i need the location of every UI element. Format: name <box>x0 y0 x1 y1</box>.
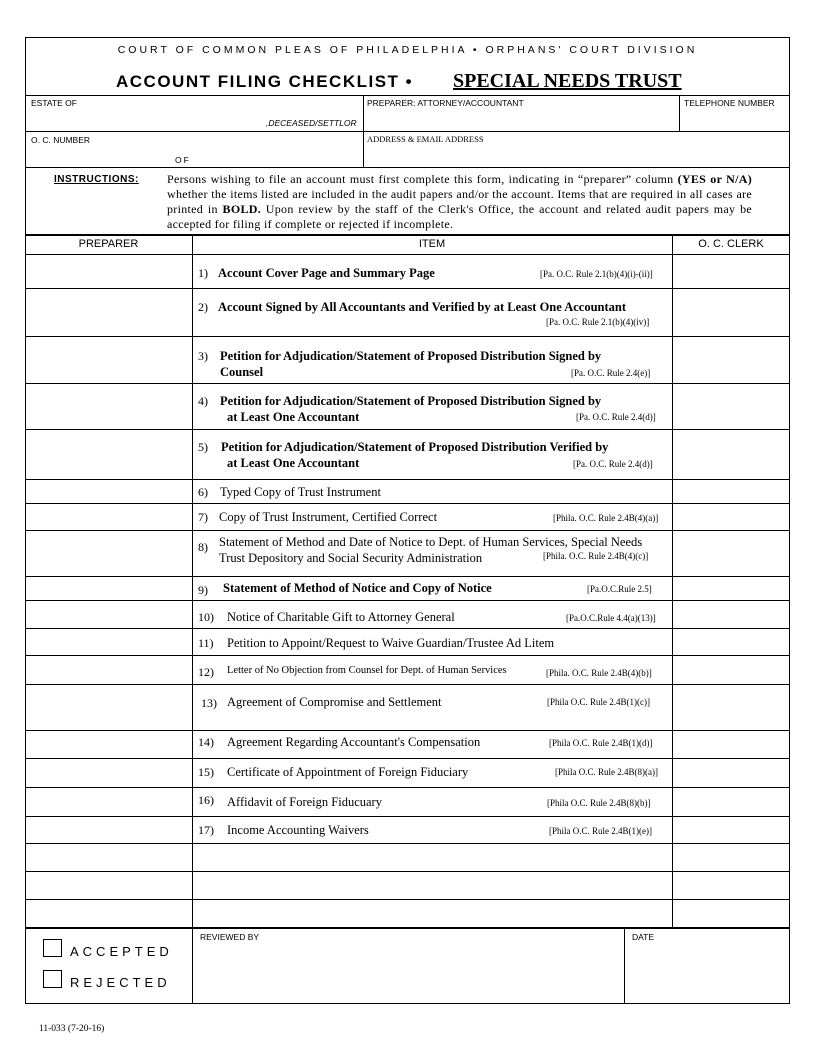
row-divider <box>25 628 790 629</box>
row-divider <box>25 576 790 577</box>
divider <box>25 95 790 96</box>
reviewed-by-field[interactable] <box>198 945 618 1000</box>
preparer-cell[interactable] <box>27 760 190 786</box>
divider <box>192 234 193 928</box>
preparer-cell[interactable] <box>27 845 190 870</box>
preparer-cell[interactable] <box>27 873 190 898</box>
rule-citation: [Pa. O.C. Rule 2.1(b)(4)(iv)] <box>546 317 650 327</box>
item-label: Notice of Charitable Gift to Attorney General <box>227 610 455 624</box>
divider <box>25 234 790 236</box>
row-divider <box>25 730 790 731</box>
clerk-cell[interactable] <box>674 256 788 287</box>
item-label: Account Cover Page and Summary Page <box>218 266 435 280</box>
estate-of-label: ESTATE OF <box>31 98 77 108</box>
preparer-cell[interactable] <box>27 818 190 842</box>
oc-number-label: O. C. NUMBER <box>31 135 91 145</box>
clerk-cell[interactable] <box>674 602 788 627</box>
item-label: Petition for Adjudication/Statement of Proposed Distribution Signed by <box>220 349 602 363</box>
item-number: 15) <box>198 765 214 779</box>
item-cell[interactable] <box>194 873 670 898</box>
item-label-continued: Trust Depository and Social Security Administration <box>219 551 483 565</box>
row-divider <box>25 503 790 504</box>
preparer-cell[interactable] <box>27 505 190 529</box>
row-divider <box>25 899 790 900</box>
preparer-cell[interactable] <box>27 630 190 654</box>
clerk-cell[interactable] <box>674 630 788 654</box>
item-number: 3) <box>198 349 208 363</box>
divider <box>25 131 790 132</box>
item-label: Petition to Appoint/Request to Waive Guardian/Trustee Ad Litem <box>227 636 555 650</box>
rejected-checkbox[interactable] <box>43 970 62 988</box>
item-number: 1) <box>198 266 208 280</box>
row-divider <box>25 787 790 788</box>
item-label: Affidavit of Foreign Fiducuary <box>227 795 382 809</box>
rule-citation: [Pa. O.C. Rule 2.4(d)] <box>576 412 656 422</box>
address-email-label: ADDRESS & EMAIL ADDRESS <box>367 134 484 144</box>
instructions-text-2: whether the items listed are included in the audit papers and/or the account. Items that are required in all cases are printed in <box>167 187 752 216</box>
clerk-cell[interactable] <box>674 732 788 757</box>
row-divider <box>25 479 790 480</box>
address-email-field[interactable] <box>367 146 785 165</box>
clerk-cell[interactable] <box>674 789 788 815</box>
item-label-continued: at Least One Accountant <box>227 410 360 424</box>
item-label: Agreement of Compromise and Settlement <box>227 695 442 709</box>
clerk-cell[interactable] <box>674 532 788 575</box>
preparer-column-header: PREPARER <box>78 238 139 250</box>
rule-citation: [Phila. O.C. Rule 2.4B(4)(b)] <box>546 668 652 678</box>
item-label-continued: at Least One Accountant <box>227 456 360 470</box>
item-column-header: ITEM <box>418 238 446 250</box>
item-number: 5) <box>198 440 208 454</box>
clerk-cell[interactable] <box>674 338 788 382</box>
preparer-cell[interactable] <box>27 290 190 335</box>
preparer-cell[interactable] <box>27 532 190 575</box>
clerk-cell[interactable] <box>674 873 788 898</box>
clerk-cell[interactable] <box>674 686 788 729</box>
divider <box>363 95 364 167</box>
instructions-bold-2: BOLD. <box>222 202 262 216</box>
item-label: Statement of Method of Notice and Copy of Notice <box>223 581 492 595</box>
preparer-cell[interactable] <box>27 578 190 599</box>
rule-citation: [Phila. O.C. Rule 2.4B(4)(c)] <box>543 551 649 561</box>
deceased-settlor-label: ,DECEASED/SETTLOR <box>266 118 357 128</box>
preparer-cell[interactable] <box>27 338 190 382</box>
item-number: 17) <box>198 823 214 837</box>
item-label: Agreement Regarding Accountant's Compensation <box>227 735 481 749</box>
clerk-cell[interactable] <box>674 657 788 683</box>
of-label: OF <box>175 155 191 165</box>
item-number: 4) <box>198 394 208 408</box>
preparer-cell[interactable] <box>27 256 190 287</box>
instructions-text-3: Upon review by the staff of the Clerk's Office, the account and related audit papers may be accepted for filing if complete or rejected if incomplete. <box>167 202 753 231</box>
row-divider <box>25 843 790 844</box>
rule-citation: [Pa.O.C.Rule 2.5] <box>587 584 652 594</box>
rule-citation: [Pa. O.C. Rule 2.4(d)] <box>573 459 653 469</box>
form-number: 11-033 (7-20-16) <box>39 1024 105 1034</box>
item-cell[interactable] <box>194 901 670 926</box>
clerk-cell[interactable] <box>674 845 788 870</box>
clerk-cell[interactable] <box>674 481 788 502</box>
preparer-cell[interactable] <box>27 901 190 926</box>
item-label: Typed Copy of Trust Instrument <box>220 485 381 499</box>
item-number: 13) <box>201 696 217 710</box>
preparer-field[interactable] <box>367 110 675 129</box>
telephone-label: TELEPHONE NUMBER <box>684 98 775 108</box>
divider <box>679 95 680 131</box>
preparer-cell[interactable] <box>27 385 190 428</box>
divider <box>25 254 790 255</box>
accepted-checkbox[interactable] <box>43 939 62 957</box>
instructions-bold-1: (YES or N/A) <box>677 172 752 186</box>
rejected-label: REJECTED <box>70 975 171 990</box>
item-number: 12) <box>198 665 214 679</box>
clerk-column-header: O. C. CLERK <box>698 238 764 250</box>
preparer-cell[interactable] <box>27 789 190 815</box>
rule-citation: [Phila O.C. Rule 2.4B(1)(d)] <box>549 738 653 748</box>
clerk-cell[interactable] <box>674 578 788 599</box>
item-label: Statement of Method and Date of Notice to Dept. of Human Services, Special Needs <box>219 535 643 549</box>
item-number: 14) <box>198 735 214 749</box>
row-divider <box>25 600 790 601</box>
item-number: 11) <box>198 636 214 650</box>
clerk-cell[interactable] <box>674 290 788 335</box>
item-number: 2) <box>198 300 208 314</box>
row-divider <box>25 429 790 430</box>
preparer-cell[interactable] <box>27 431 190 478</box>
item-number: 16) <box>198 793 214 807</box>
row-divider <box>25 383 790 384</box>
form-subtitle: SPECIAL NEEDS TRUST <box>453 70 682 92</box>
clerk-cell[interactable] <box>674 818 788 842</box>
instructions-text <box>167 172 752 232</box>
divider <box>192 929 193 1004</box>
preparer-cell[interactable] <box>27 686 190 729</box>
item-label: Certificate of Appointment of Foreign Fiduciary <box>227 765 469 779</box>
divider <box>672 234 673 928</box>
row-divider <box>25 684 790 685</box>
clerk-cell[interactable] <box>674 505 788 529</box>
divider <box>624 929 625 1004</box>
row-divider <box>25 816 790 817</box>
row-divider <box>25 655 790 656</box>
item-label: Income Accounting Waivers <box>227 823 369 837</box>
item-label-continued: Counsel <box>220 365 264 379</box>
preparer-cell[interactable] <box>27 732 190 757</box>
item-label: Petition for Adjudication/Statement of Proposed Distribution Signed by <box>220 394 602 408</box>
court-heading: COURT OF COMMON PLEAS OF PHILADELPHIA • ORPHANS' COURT DIVISION <box>117 44 698 56</box>
preparer-cell[interactable] <box>27 481 190 502</box>
rule-citation: [Phila O.C. Rule 2.4B(1)(e)] <box>549 826 652 836</box>
item-label: Copy of Trust Instrument, Certified Correct <box>219 510 438 524</box>
item-number: 9) <box>198 583 208 597</box>
date-label: DATE <box>632 932 655 942</box>
accepted-label: ACCEPTED <box>70 944 173 959</box>
item-number: 8) <box>198 540 208 554</box>
clerk-cell[interactable] <box>674 385 788 428</box>
rule-citation: [Phila O.C. Rule 2.4B(8)(b)] <box>547 798 651 808</box>
preparer-cell[interactable] <box>27 602 190 627</box>
reviewed-by-label: REVIEWED BY <box>200 932 260 942</box>
item-number: 7) <box>198 510 208 524</box>
date-field[interactable] <box>630 945 785 1000</box>
rule-citation: [Pa. O.C. Rule 2.4(e)] <box>571 368 651 378</box>
clerk-cell[interactable] <box>674 760 788 786</box>
rule-citation: [Pa. O.C. Rule 2.1(b)(4)(i)-(ii)] <box>540 269 653 279</box>
row-divider <box>25 288 790 289</box>
preparer-label: PREPARER: ATTORNEY/ACCOUNTANT <box>367 98 524 108</box>
item-label: Letter of No Objection from Counsel for Dept. of Human Services <box>227 665 507 676</box>
item-cell[interactable] <box>194 845 670 870</box>
divider <box>25 927 790 929</box>
item-label: Petition for Adjudication/Statement of Proposed Distribution Verified by <box>221 440 609 454</box>
telephone-field[interactable] <box>684 110 786 129</box>
clerk-cell[interactable] <box>674 901 788 926</box>
item-number: 10) <box>198 610 214 624</box>
instructions-label: INSTRUCTIONS: <box>54 174 139 185</box>
clerk-cell[interactable] <box>674 431 788 478</box>
item-label: Account Signed by All Accountants and Verified by at Least One Accountant <box>218 300 627 314</box>
oc-number-field[interactable] <box>110 134 360 152</box>
item-number: 6) <box>198 485 208 499</box>
rule-citation: [Pa.O.C.Rule 4.4(a)(13)] <box>566 613 656 623</box>
row-divider <box>25 530 790 531</box>
rule-citation: [Phila O.C. Rule 2.4B(8)(a)] <box>555 767 658 777</box>
rule-citation: [Phila O.C. Rule 2.4B(1)(c)] <box>547 697 650 707</box>
preparer-cell[interactable] <box>27 657 190 683</box>
form-title: ACCOUNT FILING CHECKLIST • <box>116 72 414 91</box>
divider <box>25 167 790 168</box>
row-divider <box>25 871 790 872</box>
rule-citation: [Phila. O.C. Rule 2.4B(4)(a)] <box>553 513 659 523</box>
row-divider <box>25 758 790 759</box>
row-divider <box>25 336 790 337</box>
instructions-text-1: Persons wishing to file an account must first complete this form, indicating in “preparer” column <box>167 172 678 186</box>
